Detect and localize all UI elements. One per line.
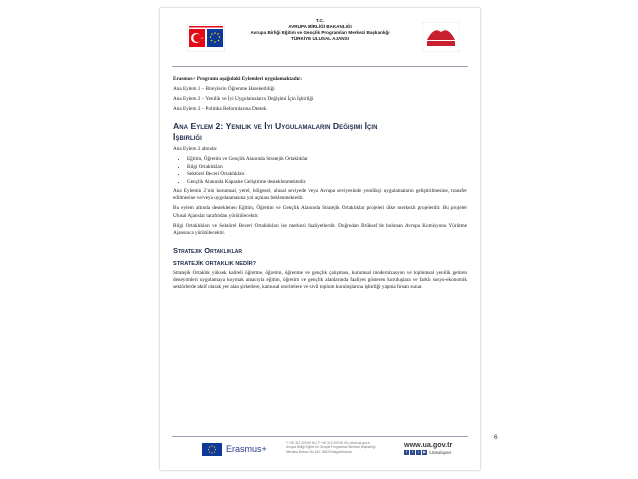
header-line-3: Avrupa Birliği Eğitim ve Gençlik Programları Merkezi Başkanlığı: [250, 30, 390, 35]
footer-website-link[interactable]: www.ua.gov.tr: [404, 440, 453, 449]
section-title-key-action-2: [173, 121, 467, 142]
page-number: 6: [494, 434, 498, 441]
social-handle: /ulusalajans: [429, 450, 452, 455]
ulusal-ajans-logo: [422, 22, 460, 52]
header-line-2: AVRUPA BİRLİĞİ BAKANLIĞI: [288, 24, 352, 29]
intro-lead: Erasmus+ Programı aşağıdaki Eylemleri uygulamaktadır:: [173, 76, 303, 82]
paragraph: Bilgi Ortaklıkları ve Sektörel Beceri Ortaklıkları ise merkezi faaliyetlerdir. Doğrudan Brüksel’de bulunan Avrupa Komisyonu Yürütme Ajansınca yürütülecektir.: [173, 222, 467, 237]
subsection-title: STRATEJİK ORTAKLIK NEDİR?: [173, 260, 257, 267]
twitter-icon[interactable]: t: [410, 450, 415, 455]
facebook-icon[interactable]: f: [404, 450, 409, 455]
paragraph: Ana Eylemin 2’nin kurumsal, yerel, bölgesel, ulusal seviyede veya Avrupa seviyesinde yenilikçi uygulamaların geliştirilmesine, transfer edilmesine ve/veya uygulanmasına yol açması beklenmektedir.: [173, 188, 467, 202]
action-item: Ana Eylem 3 – Politika Reformlarına Destek: [173, 106, 267, 112]
bullet-item: • Sektörel Beceri Ortaklıkları: [187, 171, 467, 178]
turkey-eu-flags-logo: [187, 24, 225, 52]
paragraph: Stratejik Ortaklık yüksek kaliteli öğretme, öğretim, öğrenme ve gençlik çalışması, kurumsal modernizasyon ve toplumsal yenilik getiren deneyimleri uygulamaya koymak amacıyla eğitim, öğretim ve gençlik alanlarında faaliyet gösteren kuruluşlara ve farklı sosyo-ekonomik sektörlerde aktif olarak yer alan şirketlere, kamusal otoritelere ve sivil toplum kuruluşlarına işbirliği yapma fırsatı sunar.: [173, 269, 467, 291]
page-header: [160, 8, 480, 66]
header-divider: [172, 66, 468, 67]
header-title-block: [230, 18, 410, 42]
action-item: Ana Eylem 2 – Yenilik ve İyi Uygulamaların Değişimi İçin İşbirliği: [173, 96, 314, 102]
bullet-item: • Eğitim, Öğretim ve Gençlik Alanında Stratejik Ortaklıklar: [187, 156, 467, 163]
document-page: [160, 8, 480, 470]
footer-contact-line: Mevlana Bulvarı No:181, 06520 Balgat/Ankara: [286, 449, 352, 454]
instagram-icon[interactable]: i: [416, 450, 421, 455]
youtube-icon[interactable]: ▶: [423, 450, 426, 455]
footer-contact-line: Avrupa Birliği Eğitim ve Gençlik Programları Merkezi Başkanlığı: [286, 445, 376, 450]
footer-divider: [172, 436, 468, 437]
bullet-item: • Bilgi Ortaklıkları: [187, 164, 467, 171]
action-item: Ana Eylem 1 – Bireylerin Öğrenme Hareketliliği: [173, 86, 275, 92]
footer-social[interactable]: [404, 450, 451, 455]
footer-contact-line: T +90 312 409 60 00 | F +90 312 409 60 09 | www.ua.gov.tr: [286, 441, 370, 445]
footer-contact: [286, 441, 398, 454]
section-title-line-2: İşbirliği: [173, 131, 202, 142]
section-title-line-1: Ana Eylem 2: Yenilik ve İyi Uygulamaların Değişimi İçin: [173, 121, 378, 132]
header-line-1: T.C.: [315, 18, 325, 23]
page-body: [173, 76, 467, 294]
page-footer: [172, 440, 468, 460]
header-line-4: TÜRKİYE ULUSAL AJANSI: [291, 36, 349, 41]
erasmus-logo-text: Erasmus+: [226, 444, 267, 454]
section-lead: Ana Eylem 2 altında:: [173, 146, 218, 153]
bullet-item: • Gençlik Alanında Kapasite Geliştirme desteklenmektedir.: [187, 179, 467, 186]
section-title-strategic-partnerships: Stratejik Ortaklıklar: [173, 245, 243, 255]
bullet-list: [173, 156, 467, 186]
eu-flag-icon: [202, 443, 222, 456]
paragraph: Bu eylem altında desteklenen Eğitim, Öğretim ve Gençlik Alanında Stratejik Ortaklıklar projeleri ülke merkezli projelerdir. Bu projeler Ulusal Ajanslar tarafından yürütülecektir.: [173, 205, 467, 219]
